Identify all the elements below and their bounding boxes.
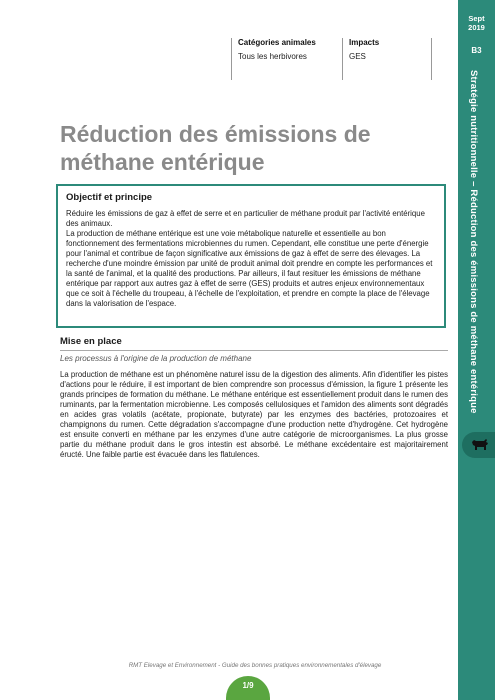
impacts-value: GES <box>349 52 366 61</box>
objectif-paragraph-2: La production de méthane entérique est une voie métabolique naturelle et essentielle au bon fonctionnement des fermentations microbiennes du rumen. Cependant, elle constitue une perte d'énergie pour l'animal et contribue de façon significative aux émissions de gaz à effet de serre des élevages. La recherche d'une moindre émission par unité de produit animal doit prendre en compte les performances et la santé de l'animal, et la qualité des productions. Par ailleurs, il faut resituer les émissions de méthane entérique par rapport aux autres gaz à effet de serre (GES) produits et autres enjeux environnementaux que ce soit à l'échelle du troupeau, à l'échelle de l'exploitation, et prendre en compte la place de l'élevage dans la valorisation de l'espace. <box>66 229 433 308</box>
sidebar-code: B3 <box>471 46 482 55</box>
categories-animals-header: Catégories animales <box>238 38 316 47</box>
footer-text: RMT Elevage et Environnement - Guide des bonnes pratiques environnementales d'élevage <box>128 662 382 669</box>
page-title: Réduction des émissions de méthane entérique <box>60 121 371 175</box>
cow-icon <box>471 438 489 451</box>
impacts-header: Impacts <box>349 38 380 47</box>
impacts-block <box>342 38 432 80</box>
categories-animals-block <box>231 38 341 80</box>
cow-tab <box>462 432 495 458</box>
mise-en-place-header: Mise en place <box>60 336 448 351</box>
sidebar-vertical-title: Stratégie nutritionnelle – Réduction des émissions de méthane entérique <box>468 70 479 414</box>
sidebar <box>458 0 495 700</box>
sidebar-date <box>458 14 495 32</box>
objectif-paragraph-1: Réduire les émissions de gaz à effet de serre et en particulier de méthane produit par l'activité entérique des animaux. <box>66 209 425 228</box>
mise-en-place-body: La production de méthane est un phénomène naturel issu de la digestion des aliments. Afin d'identifier les pistes d'actions pour le réduire, il est important de bien comprendre son processus d'émission, la figure 1 présente les grands principes de formation du méthane. Le méthane entérique est essentiellement produit dans le rumen des ruminants, par la fermentation microbienne. Les composés cellulosiques et l'amidon des aliments sont dégradés en acides gras volatils (acétate, propionate, butyrate) par les enzymes des bactéries, protozoaires et champignons du rumen. Cette dégradation s'accompagne d'une production nette d'hydrogène. Cet hydrogène est ensuite converti en méthane par les enzymes d'une autre catégorie de microorganismes. La plus grosse partie du méthane produit dans le gros intestin est absorbé. Le méthane excédentaire est majoritairement éructé. Une faible partie est évacuée dans les flatulences. <box>60 370 448 459</box>
mise-en-place-subheader: Les processus à l'origine de la production de méthane <box>60 354 252 363</box>
objectif-header: Objectif et principe <box>66 192 153 203</box>
objectif-box <box>56 184 446 328</box>
page-number-badge: 1/9 <box>226 676 270 700</box>
sidebar-date-year: 2019 <box>468 23 485 32</box>
categories-animals-value: Tous les herbivores <box>238 52 307 61</box>
sidebar-date-month: Sept <box>468 14 485 23</box>
